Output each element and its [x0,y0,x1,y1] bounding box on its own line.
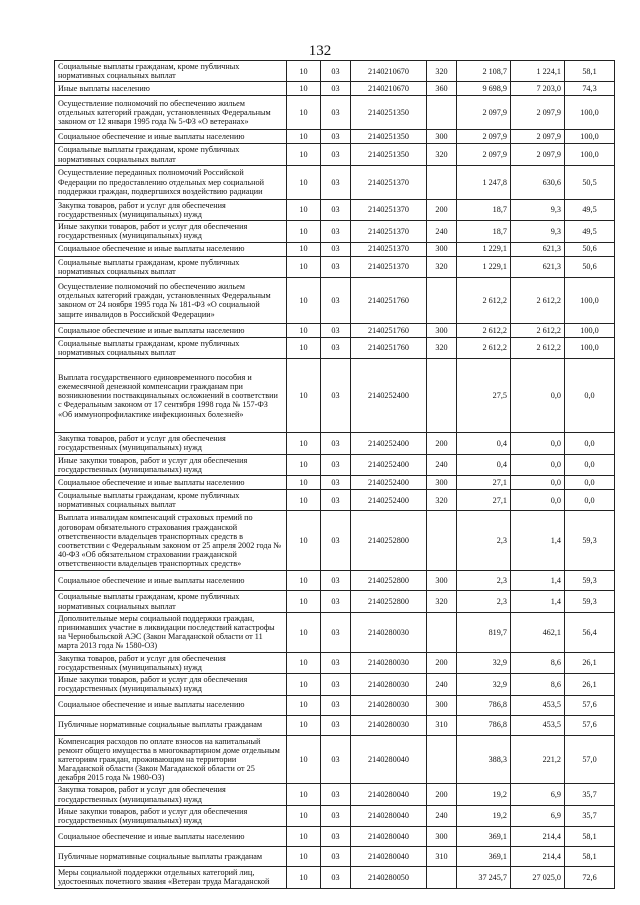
row-expense-type: 240 [427,454,457,475]
row-name: Меры социальной поддержки отдельных категорий лиц, удостоенных почетного звания «Ветеран труда Магаданской [55,867,287,888]
table-row [55,847,615,867]
row-plan: 2 097,9 [457,96,511,130]
row-target-article: 2140280030 [351,674,427,695]
row-name: Выплата инвалидам компенсаций страховых премий по договорам обязательного страхования гражданской ответственности владельцев транспортных средств в соответствии с Федеральным законом от 25 апреля 2002 года № 40-ФЗ «Об обязательном страховании гражданской ответственности владельцев транспортных средств» [55,511,287,571]
row-plan: 32,9 [457,674,511,695]
row-section: 10 [287,144,321,165]
row-subsection: 03 [321,847,351,867]
row-section: 10 [287,323,321,337]
row-target-article: 2140210670 [351,61,427,82]
row-percent: 100,0 [565,130,615,144]
row-percent: 57,0 [565,735,615,784]
row-target-article: 2140251370 [351,256,427,277]
table-row [55,674,615,695]
row-expense-type: 320 [427,591,457,612]
row-target-article: 2140280050 [351,867,427,888]
row-expense-type: 300 [427,827,457,847]
row-plan: 2 097,9 [457,144,511,165]
row-target-article: 2140252400 [351,490,427,511]
row-percent: 74,3 [565,82,615,96]
row-executed: 1,4 [511,571,565,591]
row-subsection: 03 [321,130,351,144]
row-plan: 19,2 [457,805,511,826]
row-target-article: 2140251370 [351,242,427,256]
row-name: Осуществление полномочий по обеспечению жильем отдельных категорий граждан, установленных Федеральным законом от 24 ноября 1995 года № 181-ФЗ «О социальной защите инвалидов в Российской Федерации» [55,277,287,323]
row-percent: 72,6 [565,867,615,888]
table-row [55,695,615,715]
row-executed: 2 097,9 [511,130,565,144]
row-executed: 221,2 [511,735,565,784]
row-percent: 58,1 [565,847,615,867]
row-name: Социальное обеспечение и иные выплаты населению [55,571,287,591]
row-percent: 35,7 [565,784,615,805]
row-target-article: 2140252800 [351,511,427,571]
row-executed: 2 097,9 [511,96,565,130]
row-percent: 100,0 [565,337,615,358]
row-subsection: 03 [321,337,351,358]
row-target-article: 2140280030 [351,715,427,735]
row-name: Иные закупки товаров, работ и услуг для обеспечения государственных (муниципальных) нужд [55,221,287,242]
row-section: 10 [287,130,321,144]
row-section: 10 [287,511,321,571]
row-expense-type [427,165,457,199]
row-executed: 0,0 [511,454,565,475]
row-plan: 0,4 [457,433,511,454]
row-expense-type: 300 [427,130,457,144]
row-expense-type: 240 [427,674,457,695]
row-plan: 32,9 [457,652,511,673]
row-plan: 19,2 [457,784,511,805]
row-plan: 9 698,9 [457,82,511,96]
row-plan: 2,3 [457,511,511,571]
row-subsection: 03 [321,61,351,82]
row-executed: 214,4 [511,847,565,867]
row-percent: 0,0 [565,433,615,454]
row-plan: 2 612,2 [457,337,511,358]
table-row [55,337,615,358]
row-executed: 1 224,1 [511,61,565,82]
row-expense-type [427,511,457,571]
row-section: 10 [287,612,321,652]
table-row [55,130,615,144]
row-target-article: 2140251370 [351,199,427,220]
row-plan: 37 245,7 [457,867,511,888]
row-target-article: 2140280040 [351,784,427,805]
row-executed: 8,6 [511,652,565,673]
row-plan: 27,5 [457,359,511,433]
row-target-article: 2140280030 [351,612,427,652]
row-section: 10 [287,337,321,358]
row-section: 10 [287,571,321,591]
row-expense-type [427,359,457,433]
row-plan: 27,1 [457,490,511,511]
row-executed: 621,3 [511,256,565,277]
table-row [55,784,615,805]
row-expense-type: 310 [427,847,457,867]
row-subsection: 03 [321,82,351,96]
row-subsection: 03 [321,433,351,454]
row-section: 10 [287,242,321,256]
row-percent: 100,0 [565,323,615,337]
table-row [55,591,615,612]
row-percent: 57,6 [565,715,615,735]
row-executed: 621,3 [511,242,565,256]
row-plan: 1 229,1 [457,242,511,256]
row-expense-type: 300 [427,476,457,490]
row-expense-type: 360 [427,82,457,96]
row-subsection: 03 [321,96,351,130]
table-row [55,476,615,490]
row-name: Социальные выплаты гражданам, кроме публичных нормативных социальных выплат [55,591,287,612]
row-section: 10 [287,199,321,220]
row-name: Компенсация расходов по оплате взносов на капитальный ремонт общего имущества в многоквартирном доме отдельным категориям граждан, проживающим на территории Магаданской области (Закон Магаданской области от 25 декабря 2015 года № 1980-ОЗ) [55,735,287,784]
table-row [55,571,615,591]
row-subsection: 03 [321,591,351,612]
row-section: 10 [287,827,321,847]
row-section: 10 [287,805,321,826]
row-expense-type: 320 [427,144,457,165]
table-row [55,867,615,888]
row-target-article: 2140251370 [351,165,427,199]
row-executed: 7 203,0 [511,82,565,96]
row-target-article: 2140252800 [351,591,427,612]
row-target-article: 2140280040 [351,805,427,826]
row-section: 10 [287,847,321,867]
row-percent: 35,7 [565,805,615,826]
table-row [55,221,615,242]
row-subsection: 03 [321,715,351,735]
row-section: 10 [287,476,321,490]
row-target-article: 2140280030 [351,695,427,715]
row-section: 10 [287,61,321,82]
row-name: Социальное обеспечение и иные выплаты населению [55,130,287,144]
table-row [55,735,615,784]
row-plan: 18,7 [457,199,511,220]
row-target-article: 2140251760 [351,277,427,323]
row-section: 10 [287,433,321,454]
row-percent: 0,0 [565,359,615,433]
table-row [55,612,615,652]
table-row [55,256,615,277]
row-plan: 2 108,7 [457,61,511,82]
table-row [55,277,615,323]
table-row [55,96,615,130]
row-section: 10 [287,735,321,784]
row-plan: 2 612,2 [457,277,511,323]
row-percent: 50,5 [565,165,615,199]
row-plan: 2,3 [457,591,511,612]
table-row [55,199,615,220]
row-target-article: 2140210670 [351,82,427,96]
row-name: Социальные выплаты гражданам, кроме публичных нормативных социальных выплат [55,144,287,165]
row-section: 10 [287,96,321,130]
row-name: Социальные выплаты гражданам, кроме публичных нормативных социальных выплат [55,256,287,277]
row-subsection: 03 [321,256,351,277]
row-plan: 2,3 [457,571,511,591]
row-expense-type: 320 [427,256,457,277]
row-executed: 6,9 [511,805,565,826]
row-name: Иные закупки товаров, работ и услуг для обеспечения государственных (муниципальных) нужд [55,674,287,695]
row-percent: 57,6 [565,695,615,715]
row-name: Социальное обеспечение и иные выплаты населению [55,476,287,490]
row-subsection: 03 [321,784,351,805]
row-name: Социальное обеспечение и иные выплаты населению [55,323,287,337]
row-name: Публичные нормативные социальные выплаты гражданам [55,715,287,735]
row-plan: 27,1 [457,476,511,490]
row-plan: 388,3 [457,735,511,784]
row-percent: 0,0 [565,454,615,475]
row-target-article: 2140251350 [351,130,427,144]
row-executed: 0,0 [511,433,565,454]
row-target-article: 2140252400 [351,433,427,454]
row-section: 10 [287,674,321,695]
row-name: Закупка товаров, работ и услуг для обеспечения государственных (муниципальных) нужд [55,784,287,805]
row-subsection: 03 [321,735,351,784]
row-name: Осуществление полномочий по обеспечению жильем отдельных категорий граждан, установленных Федеральным законом от 12 января 1995 года № 5-ФЗ «О ветеранах» [55,96,287,130]
table-row [55,511,615,571]
row-expense-type: 200 [427,199,457,220]
row-expense-type: 310 [427,715,457,735]
table-row [55,433,615,454]
row-subsection: 03 [321,454,351,475]
row-executed: 630,6 [511,165,565,199]
row-percent: 0,0 [565,476,615,490]
row-percent: 59,3 [565,511,615,571]
row-subsection: 03 [321,674,351,695]
row-executed: 453,5 [511,715,565,735]
row-percent: 58,1 [565,827,615,847]
table-row [55,144,615,165]
row-percent: 50,6 [565,256,615,277]
row-name: Осуществление переданных полномочий Российской Федерации по предоставлению отдельных мер социальной поддержки граждан, подвергшихся воздействию радиации [55,165,287,199]
row-expense-type: 200 [427,652,457,673]
row-section: 10 [287,82,321,96]
row-name: Закупка товаров, работ и услуг для обеспечения государственных (муниципальных) нужд [55,652,287,673]
row-plan: 18,7 [457,221,511,242]
row-executed: 1,4 [511,591,565,612]
row-executed: 1,4 [511,511,565,571]
row-section: 10 [287,221,321,242]
row-expense-type [427,735,457,784]
row-executed: 0,0 [511,490,565,511]
row-target-article: 2140251370 [351,221,427,242]
row-executed: 2 612,2 [511,277,565,323]
row-section: 10 [287,695,321,715]
row-section: 10 [287,454,321,475]
row-subsection: 03 [321,277,351,323]
row-expense-type: 320 [427,337,457,358]
row-target-article: 2140280030 [351,652,427,673]
table-row [55,82,615,96]
row-subsection: 03 [321,323,351,337]
row-section: 10 [287,165,321,199]
row-plan: 786,8 [457,715,511,735]
row-plan: 369,1 [457,847,511,867]
row-name: Закупка товаров, работ и услуг для обеспечения государственных (муниципальных) нужд [55,433,287,454]
row-percent: 58,1 [565,61,615,82]
table-row [55,827,615,847]
row-section: 10 [287,256,321,277]
table-row [55,715,615,735]
row-subsection: 03 [321,165,351,199]
row-executed: 9,3 [511,221,565,242]
row-expense-type [427,612,457,652]
row-expense-type: 200 [427,784,457,805]
row-executed: 0,0 [511,476,565,490]
row-section: 10 [287,715,321,735]
row-plan: 369,1 [457,827,511,847]
row-expense-type: 320 [427,490,457,511]
row-name: Иные закупки товаров, работ и услуг для обеспечения государственных (муниципальных) нужд [55,454,287,475]
row-executed: 9,3 [511,199,565,220]
row-subsection: 03 [321,242,351,256]
row-plan: 1 247,8 [457,165,511,199]
row-subsection: 03 [321,827,351,847]
row-name: Дополнительные меры социальной поддержки граждан, принимавших участие в ликвидации последствий катастрофы на Чернобыльской АЭС (Закон Магаданской области от 11 марта 2013 года № 1580-ОЗ) [55,612,287,652]
row-name: Социальные выплаты гражданам, кроме публичных нормативных социальных выплат [55,61,287,82]
row-executed: 27 025,0 [511,867,565,888]
row-executed: 8,6 [511,674,565,695]
row-subsection: 03 [321,221,351,242]
row-executed: 453,5 [511,695,565,715]
table-row [55,454,615,475]
row-expense-type: 300 [427,323,457,337]
row-plan: 2 612,2 [457,323,511,337]
row-expense-type: 300 [427,242,457,256]
row-target-article: 2140252400 [351,476,427,490]
table-row [55,359,615,433]
row-name: Закупка товаров, работ и услуг для обеспечения государственных (муниципальных) нужд [55,199,287,220]
table-row [55,165,615,199]
budget-table-body [55,61,615,889]
row-target-article: 2140280040 [351,827,427,847]
row-section: 10 [287,359,321,433]
row-section: 10 [287,652,321,673]
row-target-article: 2140252400 [351,454,427,475]
row-subsection: 03 [321,199,351,220]
row-executed: 0,0 [511,359,565,433]
table-row [55,323,615,337]
row-expense-type [427,277,457,323]
row-plan: 2 097,9 [457,130,511,144]
row-subsection: 03 [321,612,351,652]
row-percent: 100,0 [565,277,615,323]
row-percent: 0,0 [565,490,615,511]
row-expense-type [427,867,457,888]
row-subsection: 03 [321,571,351,591]
row-executed: 2 097,9 [511,144,565,165]
row-executed: 2 612,2 [511,337,565,358]
row-expense-type: 200 [427,433,457,454]
row-name: Социальное обеспечение и иные выплаты населению [55,695,287,715]
row-expense-type: 300 [427,695,457,715]
row-name: Иные закупки товаров, работ и услуг для обеспечения государственных (муниципальных) нужд [55,805,287,826]
row-expense-type: 300 [427,571,457,591]
row-subsection: 03 [321,476,351,490]
row-percent: 49,5 [565,221,615,242]
row-target-article: 2140251350 [351,96,427,130]
row-plan: 786,8 [457,695,511,715]
row-target-article: 2140280040 [351,847,427,867]
row-name: Социальные выплаты гражданам, кроме публичных нормативных социальных выплат [55,490,287,511]
row-subsection: 03 [321,805,351,826]
row-percent: 50,6 [565,242,615,256]
row-section: 10 [287,277,321,323]
row-expense-type [427,96,457,130]
row-percent: 100,0 [565,96,615,130]
row-name: Социальное обеспечение и иные выплаты населению [55,827,287,847]
row-subsection: 03 [321,867,351,888]
row-subsection: 03 [321,144,351,165]
table-row [55,652,615,673]
row-plan: 0,4 [457,454,511,475]
row-name: Социальные выплаты гражданам, кроме публичных нормативных социальных выплат [55,337,287,358]
row-name: Публичные нормативные социальные выплаты гражданам [55,847,287,867]
row-executed: 6,9 [511,784,565,805]
row-target-article: 2140251350 [351,144,427,165]
row-percent: 26,1 [565,674,615,695]
row-percent: 49,5 [565,199,615,220]
row-plan: 1 229,1 [457,256,511,277]
row-percent: 56,4 [565,612,615,652]
row-target-article: 2140251760 [351,323,427,337]
table-row [55,242,615,256]
row-name: Иные выплаты населению [55,82,287,96]
row-expense-type: 240 [427,221,457,242]
table-row [55,61,615,82]
row-percent: 59,3 [565,591,615,612]
row-name: Выплата государственного единовременного пособия и ежемесячной денежной компенсации гражданам при возникновении поствакцинальных осложнений в соответствии с Федеральным законом от 17 сентября 1998 года № 157-ФЗ «Об иммунопрофилактике инфекционных болезней» [55,359,287,433]
row-executed: 2 612,2 [511,323,565,337]
row-section: 10 [287,867,321,888]
row-target-article: 2140251760 [351,337,427,358]
row-expense-type: 240 [427,805,457,826]
row-section: 10 [287,784,321,805]
row-section: 10 [287,591,321,612]
row-executed: 214,4 [511,827,565,847]
row-name: Социальное обеспечение и иные выплаты населению [55,242,287,256]
row-plan: 819,7 [457,612,511,652]
row-subsection: 03 [321,490,351,511]
row-target-article: 2140280040 [351,735,427,784]
table-row [55,490,615,511]
row-target-article: 2140252800 [351,571,427,591]
row-subsection: 03 [321,511,351,571]
row-expense-type: 320 [427,61,457,82]
row-executed: 462,1 [511,612,565,652]
table-row [55,805,615,826]
row-percent: 59,3 [565,571,615,591]
row-subsection: 03 [321,652,351,673]
row-section: 10 [287,490,321,511]
page-number: 132 [308,43,332,59]
row-percent: 26,1 [565,652,615,673]
row-target-article: 2140252400 [351,359,427,433]
budget-table [54,60,615,889]
row-percent: 100,0 [565,144,615,165]
row-subsection: 03 [321,359,351,433]
row-subsection: 03 [321,695,351,715]
